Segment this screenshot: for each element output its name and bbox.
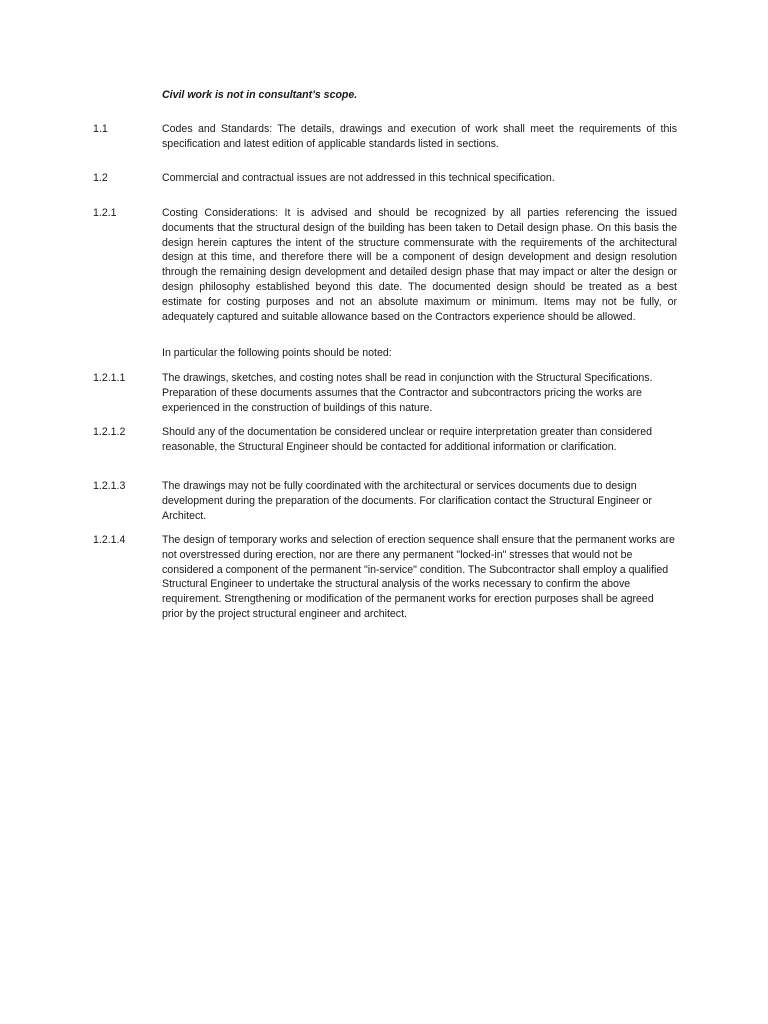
section-text: Codes and Standards: The details, drawings and execution of work shall meet the requirements of this specification and latest edition of applicable standards listed in sections.: [162, 123, 677, 150]
section-1-2-1-1: [93, 371, 677, 415]
section-1-2-1: [93, 206, 677, 324]
section-text: The design of temporary works and selection of erection sequence shall ensure that the permanent works are not overstressed during erection, nor are there any permanent "locked-in" stresses that would not be considered a component of the permanent "in-service" condition. The Subcontractor shall employ a qualified Structural Engineer to undertake the structural analysis of the works necessary to confirm the above requirement. Strengthening or modification of the permanent works for erection purposes shall be agreed prior by the project structural engineer and architect.: [162, 534, 675, 620]
section-number: 1.2.1.4: [93, 534, 126, 546]
section-number: 1.2.1.2: [93, 426, 126, 438]
section-1-2-1-2: [93, 425, 677, 455]
section-number: 1.2.1.3: [93, 480, 126, 492]
section-1-2: [93, 171, 677, 186]
section-text: The drawings may not be fully coordinated with the architectural or services documents due to design development during the preparation of the documents. For clarification contact the Structural Engineer or Architect.: [162, 480, 652, 522]
section-number: 1.2.1: [93, 207, 117, 219]
section-number: 1.1: [93, 123, 108, 135]
points-note: In particular the following points should be noted:: [162, 347, 392, 359]
section-1-2-1-4: [93, 533, 677, 622]
section-number: 1.2.1.1: [93, 372, 126, 384]
section-1-1: [93, 122, 677, 152]
section-text: Costing Considerations: It is advised and should be recognized by all parties referencing the issued documents that the structural design of the building has been taken to Detail design phase. On this basis the design herein captures the intent of the structure commensurate with the requirements of the architectural design at this time, and therefore there will be a component of design development and design resolution through the remaining design development and detailed design phase that may impact or alter the design or design philosophy established beyond this date. The documented design should be treated as a best estimate for costing purposes and not an absolute maximum or minimum. Items may not be fully, or adequately captured and suitable allowance based on the Contractors experience should be allowed.: [162, 207, 677, 323]
section-text: Commercial and contractual issues are not addressed in this technical specification.: [162, 172, 555, 184]
section-1-2-1-3: [93, 479, 677, 523]
scope-note: Civil work is not in consultant’s scope.: [162, 89, 358, 101]
section-number: 1.2: [93, 172, 108, 184]
section-text: Should any of the documentation be considered unclear or require interpretation greater than considered reasonable, the Structural Engineer should be contacted for additional information or clarification.: [162, 426, 652, 453]
section-text: The drawings, sketches, and costing notes shall be read in conjunction with the Structural Specifications. Preparation of these documents assumes that the Contractor and subcontractors pricing the works are experienced in the construction of buildings of this nature.: [162, 372, 653, 414]
